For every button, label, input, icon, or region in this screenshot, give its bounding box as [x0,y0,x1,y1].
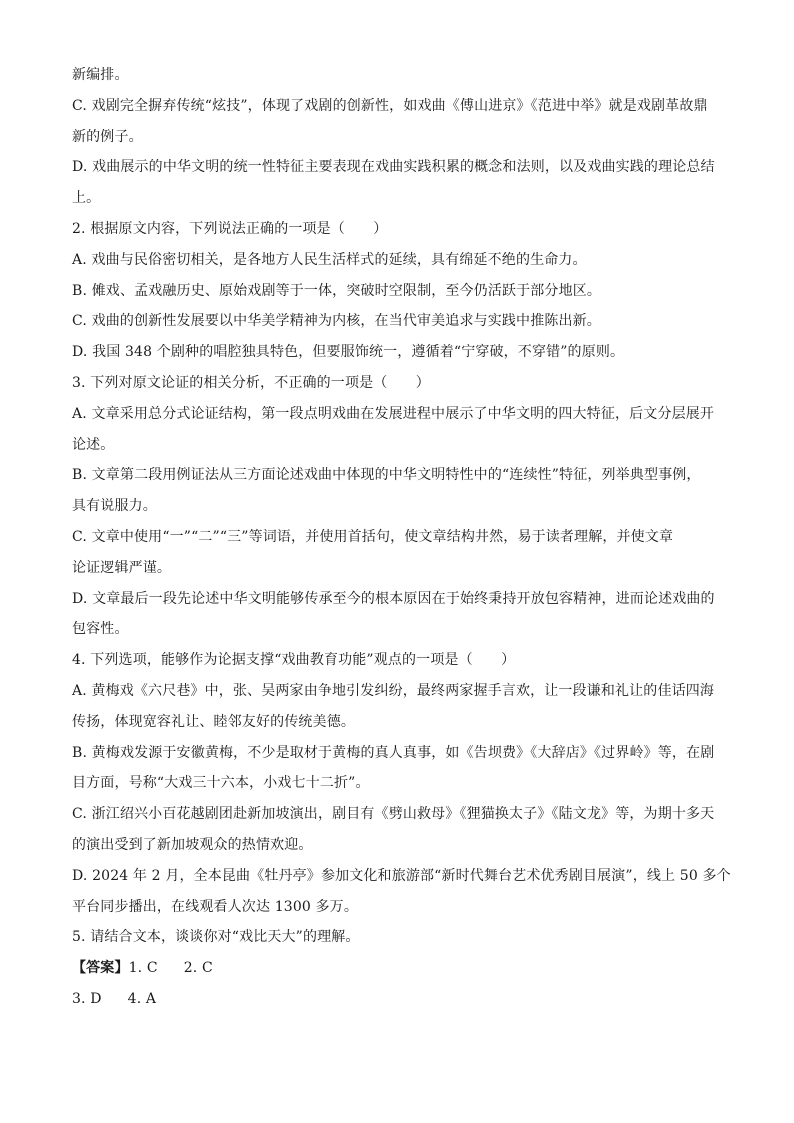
text-line: 平台同步播出，在线观看人次达 1300 多万。 [72,898,358,915]
q4-option-d: D. 2024 年 2 月，全本昆曲《牡丹亭》参加文化和旅游部“新时代舞台艺术优秀剧目展演”，线上 50 多个 [72,867,731,884]
answer-1: 1. C [128,960,158,977]
text-line: 新编排。 [72,67,129,83]
q3-option-c: C. 文章中使用“一”“二”“三”等词语，并使用首括句，使文章结构井然，易于读者理解，并使文章 [72,528,674,545]
question-2: 2. 根据原文内容，下列说法正确的一项是（ ） [72,220,388,237]
text-line: 传扬，体现宽容礼让、睦邻友好的传统美德。 [72,713,355,730]
option-d-line: D. 戏曲展示的中华文明的统一性特征主要表现在戏曲实践积累的概念和法则，以及戏曲实践的理论总结 [72,159,715,176]
q2-option-c: C. 戏曲的创新性发展要以中华美学精神为内核，在当代审美追求与实践中推陈出新。 [72,313,601,330]
text-line: 包容性。 [72,621,129,638]
answer-4: 4. A [127,990,157,1007]
option-c-line: C. 戏剧完全摒弃传统“炫技”，体现了戏剧的创新性，如戏曲《傅山进京》《范进中举》就是戏剧革故鼎 [72,97,708,114]
q4-option-b: B. 黄梅戏发源于安徽黄梅，不少是取材于黄梅的真人真事，如《告坝费》《大辞店》《过界岭》等，在剧 [72,744,715,761]
question-4: 4. 下列选项，能够作为论据支撑“戏曲教育功能”观点的一项是（ ） [72,652,516,669]
text-line: 论述。 [72,436,115,453]
q4-option-c: C. 浙江绍兴小百花越剧团赴新加坡演出，剧目有《劈山救母》《狸猫换太子》《陆文龙》等，为期十多天 [72,806,715,823]
q3-option-d: D. 文章最后一段先论述中华文明能够传承至今的根本原因在于始终秉持开放包容精神，进而论述戏曲的 [72,590,715,607]
text-line: 论证逻辑严谨。 [72,559,172,576]
q3-option-b: B. 文章第二段用例证法从三方面论述戏曲中体现的中华文明特性中的“连续性”特征，列举典型事例， [72,467,701,484]
document-page [72,60,731,1015]
q2-option-d: D. 我国 348 个剧种的唱腔独具特色，但要服饰统一，遵循着“宁穿破，不穿错”的原则。 [72,344,625,361]
q3-option-a: A. 文章采用总分式论证结构，第一段点明戏曲在发展进程中展示了中华文明的四大特征，后文分层展开 [72,405,715,422]
q4-option-a: A. 黄梅戏《六尺巷》中，张、吴两家由争地引发纠纷，最终两家握手言欢，让一段谦和礼让的佳话四海 [72,682,715,699]
text-line: 上。 [72,190,101,207]
q2-option-a: A. 戏曲与民俗密切相关，是各地方人民生活样式的延续，具有绵延不绝的生命力。 [72,251,587,268]
text-line: 目方面，号称“大戏三十六本，小戏七十二折”。 [72,775,370,792]
answer-line [72,953,722,984]
answer-line-2 [72,984,722,1015]
q2-option-b: B. 傩戏、孟戏融历史、原始戏剧等于一体，突破时空限制，至今仍活跃于部分地区。 [72,282,602,299]
answer-tag: 【答案】 [72,960,129,977]
answer-3: 3. D [72,990,102,1007]
text-line: 新的例子。 [72,128,143,145]
question-3: 3. 下列对原文论证的相关分析，不正确的一项是（ ） [72,374,430,391]
text-line: 具有说服力。 [72,498,157,515]
answer-2: 2. C [183,960,213,977]
question-5: 5. 请结合文本，谈谈你对“戏比天大”的理解。 [72,929,360,946]
text-line: 的演出受到了新加坡观众的热情欢迎。 [72,836,313,853]
